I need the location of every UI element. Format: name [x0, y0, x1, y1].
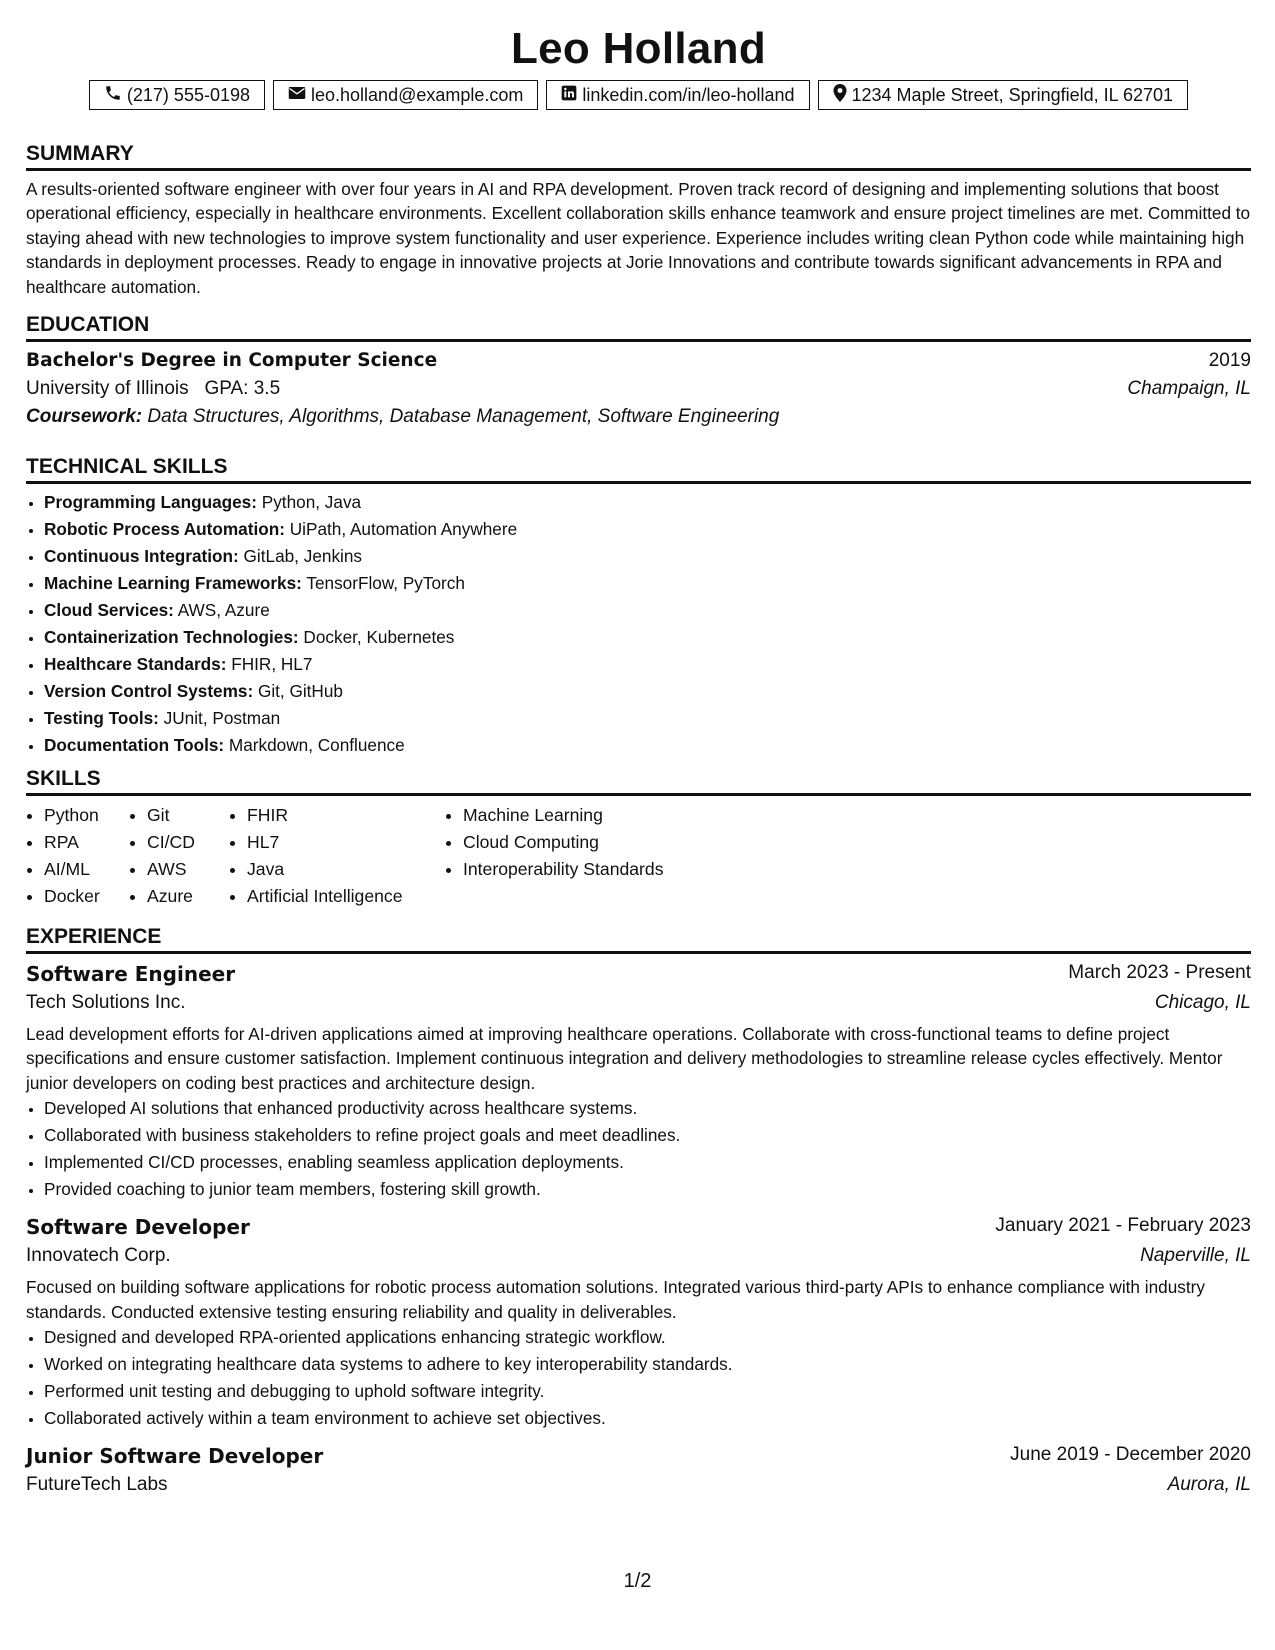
- job-dates: June 2019 - December 2020: [1010, 1444, 1251, 1466]
- contact-phone-text: (217) 555-0198: [126, 84, 250, 105]
- contact-linkedin-text: linkedin.com/in/leo-holland: [582, 84, 795, 105]
- skills-column: [229, 802, 445, 910]
- list-item: • FHIR: [247, 802, 445, 829]
- job-entry: [26, 1444, 1251, 1496]
- summary-text: A results-oriented software engineer with over four years in AI and RPA development. Proven track record of designing and implementing solutions that boost operational efficiency, especially in healthcare environments. Excellent collaboration skills enhance teamwork and ensure project timelines are met. Committed to staying ahead with new technologies to improve system functionality and user experience. Experience includes writing clean Python code while maintaining high standards in deployment processes. Ready to engage in innovative projects at Jorie Innovations and contribute towards significant advancements in RPA and healthcare automation.: [26, 179, 1251, 297]
- linkedin-icon: [561, 85, 582, 106]
- job-subheader: [26, 992, 1251, 1014]
- list-item: • Artificial Intelligence: [247, 883, 445, 910]
- list-item: • Implemented CI/CD processes, enabling seamless application deployments.: [44, 1149, 1251, 1176]
- contact-email-text: leo.holland@example.com: [311, 84, 524, 105]
- school-name: University of Illinois: [26, 378, 189, 399]
- page-number: 1/2: [623, 1570, 652, 1592]
- list-item: • Cloud Services: AWS, Azure: [44, 597, 1251, 624]
- job-subheader: [26, 1245, 1251, 1267]
- education-row: [26, 378, 1251, 400]
- list-item: • Version Control Systems: Git, GitHub: [44, 678, 1251, 705]
- list-item: • AI/ML: [44, 856, 129, 883]
- job-bullets: [26, 1324, 1251, 1432]
- list-item: • CI/CD: [147, 829, 229, 856]
- school-line: [26, 378, 280, 400]
- list-item: • Machine Learning Frameworks: TensorFlow, PyTorch: [44, 570, 1251, 597]
- technical-skills-section: [26, 455, 1251, 759]
- section-heading: SUMMARY: [26, 142, 1251, 171]
- school-location: Champaign, IL: [1127, 378, 1251, 399]
- contact-address-text: 1234 Maple Street, Springfield, IL 62701: [851, 84, 1174, 105]
- contact-bar: [26, 80, 1251, 110]
- list-item: • Worked on integrating healthcare data systems to adhere to key interoperability standards.: [44, 1351, 1251, 1378]
- list-item: • Containerization Technologies: Docker, Kubernetes: [44, 624, 1251, 651]
- degree-title: Bachelor's Degree in Computer Science: [26, 350, 438, 371]
- list-item: • AWS: [147, 856, 229, 883]
- skills-column: [445, 802, 743, 910]
- map-marker-icon: [833, 84, 852, 107]
- list-item: • Documentation Tools: Markdown, Confluence: [44, 732, 1251, 759]
- job-description: Lead development efforts for AI-driven applications aimed at improving healthcare operations. Collaborate with cross-functional teams to define project specifications and ensure customer satisfaction. Implement continuous integration and delivery methodologies to streamline release cycles effectively. Mentor junior developers on coding best practices and architecture design.: [26, 1024, 1223, 1093]
- phone-icon: [104, 84, 127, 107]
- job-location: Aurora, IL: [1167, 1474, 1251, 1496]
- list-item: • Designed and developed RPA-oriented applications enhancing strategic workflow.: [44, 1324, 1251, 1351]
- list-item: • Git: [147, 802, 229, 829]
- list-item: • Continuous Integration: GitLab, Jenkins: [44, 543, 1251, 570]
- experience-section: [26, 925, 1251, 1496]
- section-heading: SKILLS: [26, 767, 1251, 796]
- graduation-year: 2019: [1208, 350, 1251, 371]
- list-item: • Python: [44, 802, 129, 829]
- list-item: • Collaborated actively within a team environment to achieve set objectives.: [44, 1405, 1251, 1432]
- job-description: Focused on building software applications for robotic process automation solutions. Integrated various third-party APIs to enhance compliance with industry standards. Conducted extensive testing ensuring reliability and quality in deliverables.: [26, 1277, 1205, 1322]
- education-row: [26, 350, 1251, 372]
- list-item: • Provided coaching to junior team members, fostering skill growth.: [44, 1176, 1251, 1203]
- contact-address[interactable]: [818, 80, 1189, 110]
- coursework-list: Data Structures, Algorithms, Database Management, Software Engineering: [147, 406, 780, 427]
- list-item: • Programming Languages: Python, Java: [44, 489, 1251, 516]
- list-item: • Collaborated with business stakeholders to refine project goals and meet deadlines.: [44, 1122, 1251, 1149]
- job-title: Software Developer: [26, 1215, 250, 1240]
- coursework-line: [26, 406, 1251, 428]
- list-item: • Healthcare Standards: FHIR, HL7: [44, 651, 1251, 678]
- list-item: • Robotic Process Automation: UiPath, Automation Anywhere: [44, 516, 1251, 543]
- skills-column: [26, 802, 129, 910]
- job-title: Junior Software Developer: [26, 1444, 324, 1469]
- candidate-name: Leo Holland: [510, 24, 767, 73]
- job-dates: March 2023 - Present: [1068, 962, 1251, 983]
- summary-section: [26, 142, 1251, 299]
- list-item: • Azure: [147, 883, 229, 910]
- job-header: [26, 962, 1251, 986]
- section-heading: EDUCATION: [26, 313, 1251, 342]
- list-item: • Testing Tools: JUnit, Postman: [44, 705, 1251, 732]
- resume-page: [26, 0, 1251, 1496]
- list-item: • Cloud Computing: [463, 829, 743, 856]
- envelope-icon: [288, 85, 311, 106]
- skills-section: [26, 767, 1251, 910]
- list-item: • RPA: [44, 829, 129, 856]
- job-entry: [26, 1215, 1251, 1432]
- gpa: GPA: 3.5: [204, 378, 281, 399]
- company-name: FutureTech Labs: [26, 1474, 168, 1496]
- job-title: Software Engineer: [26, 962, 236, 986]
- skills-grid: [26, 802, 1251, 910]
- contact-email[interactable]: [273, 80, 538, 110]
- list-item: • HL7: [247, 829, 445, 856]
- section-heading: TECHNICAL SKILLS: [26, 455, 1251, 484]
- section-heading: EXPERIENCE: [26, 925, 1251, 954]
- list-item: • Machine Learning: [463, 802, 743, 829]
- list-item: • Java: [247, 856, 445, 883]
- list-item: • Performed unit testing and debugging to uphold software integrity.: [44, 1378, 1251, 1405]
- contact-phone[interactable]: [89, 80, 265, 110]
- job-entry: [26, 962, 1251, 1203]
- company-name: Innovatech Corp.: [26, 1245, 171, 1267]
- list-item: • Developed AI solutions that enhanced productivity across healthcare systems.: [44, 1095, 1251, 1122]
- coursework-label: Coursework:: [26, 406, 143, 427]
- company-name: Tech Solutions Inc.: [26, 992, 186, 1013]
- job-dates: January 2021 - February 2023: [995, 1215, 1251, 1237]
- list-item: • Interoperability Standards: [463, 856, 743, 883]
- education-section: [26, 313, 1251, 428]
- contact-linkedin[interactable]: [546, 80, 809, 110]
- list-item: • Docker: [44, 883, 129, 910]
- technical-skills-list: [26, 489, 1251, 759]
- job-location: Chicago, IL: [1154, 992, 1251, 1013]
- skills-column: [129, 802, 229, 910]
- job-header: [26, 1215, 1251, 1239]
- job-subheader: [26, 1474, 1251, 1496]
- job-header: [26, 1444, 1251, 1468]
- job-location: Naperville, IL: [1140, 1245, 1251, 1267]
- job-bullets: [26, 1095, 1251, 1203]
